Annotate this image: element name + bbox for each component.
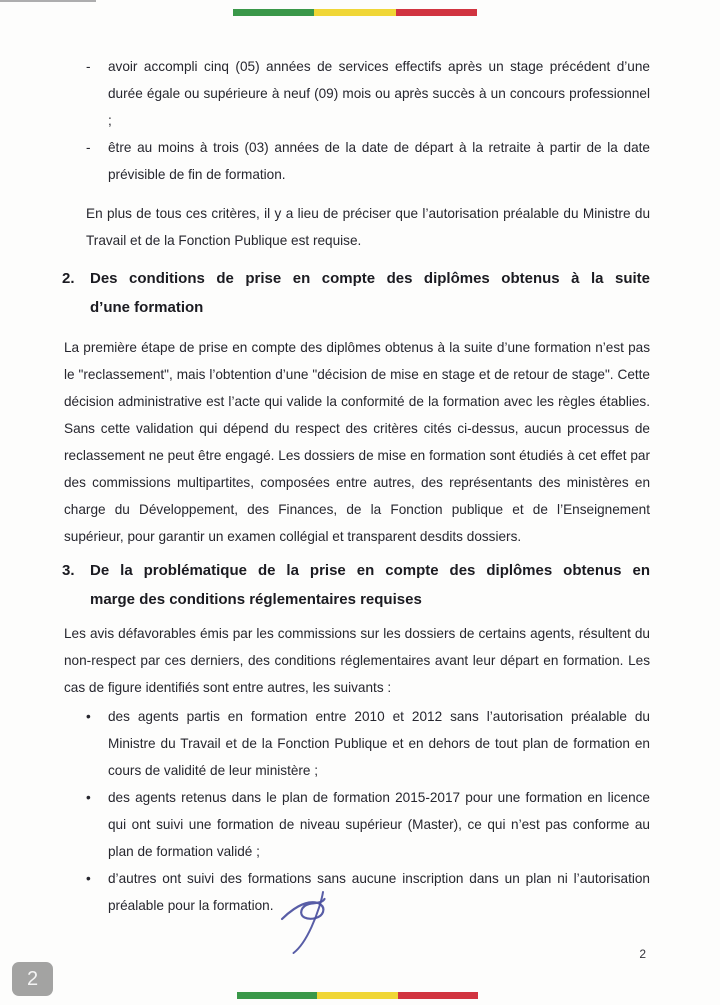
list-item xyxy=(86,53,650,134)
section-title xyxy=(90,264,650,322)
list-item xyxy=(86,865,650,919)
flag-red-segment xyxy=(396,9,477,16)
section-2-heading xyxy=(62,264,650,322)
section-title-line: De la problématique de la prise en compte des diplômes obtenus en xyxy=(90,562,650,579)
flag-green-segment xyxy=(237,992,317,999)
signature-paraph xyxy=(279,889,331,955)
section-title-line: marge des conditions réglementaires requises xyxy=(90,591,422,608)
cases-bullet-list xyxy=(86,703,650,919)
dash-marker: - xyxy=(86,140,91,155)
flag-stripe-top xyxy=(233,9,477,16)
dash-marker: - xyxy=(86,59,91,74)
document-body xyxy=(64,53,650,919)
section-number: 3. xyxy=(62,562,75,579)
criteria-dash-list xyxy=(86,53,650,188)
list-item-text: d’autres ont suivi des formations sans aucune inscription dans un plan ni l’autorisation préalable pour la formation. xyxy=(108,871,650,913)
flag-green-segment xyxy=(233,9,314,16)
section-title-line: d’une formation xyxy=(90,299,204,316)
section-3-paragraph: Les avis défavorables émis par les commissions sur les dossiers de certains agents, résultent du non-respect par ces derniers, des conditions réglementaires avant leur départ en formation. Les cas de figure identifiés sont entre autres, les suivants : xyxy=(64,626,650,695)
viewer-page-badge: 2 xyxy=(12,962,53,996)
section-2-paragraph: La première étape de prise en compte des diplômes obtenus à la suite d’une formation n’est pas le "reclassement", mais l’obtention d’une "décision de mise en stage et de retour de stage". Cette décision administrative est l’acte qui valide la conformité de la formation avec les règles établies. Sans cette validation qui dépend du respect des critères cités ci-dessus, aucun processus de reclassement ne peut être engagé. Les dossiers de mise en formation sont étudiés à cet effet par des commissions multipartites, composées entre autres, des représentants des ministères en charge du Développement, des Finances, de la Fonction publique et de l’Enseignement supérieur, pour garantir un examen collégial et transparent desdits dossiers. xyxy=(64,340,650,544)
list-item-text: être au moins à trois (03) années de la date de départ à la retraite à partir de la date prévisible de fin de formation. xyxy=(108,140,650,182)
section-number: 2. xyxy=(62,270,75,287)
list-item-text: avoir accompli cinq (05) années de services effectifs après un stage précédent d’une durée égale ou supérieure à neuf (09) mois ou après succès à un concours professionnel ; xyxy=(108,59,650,128)
list-item-text: des agents retenus dans le plan de formation 2015-2017 pour une formation en licence qui ont suivi une formation de niveau supérieur (Master), ce qui n’est pas conforme au plan de formation validé ; xyxy=(108,790,650,859)
flag-yellow-segment xyxy=(317,992,397,999)
bullet-marker: • xyxy=(86,709,91,724)
section-3-heading xyxy=(62,556,650,614)
list-item xyxy=(86,784,650,865)
list-item xyxy=(86,703,650,784)
flag-stripe-bottom xyxy=(237,992,478,999)
intro-note-paragraph: En plus de tous ces critères, il y a lieu de préciser que l’autorisation préalable du Ministre du Travail et de la Fonction Publique est requise. xyxy=(86,206,650,248)
section-title xyxy=(90,556,650,614)
scan-artifact xyxy=(0,0,96,2)
flag-yellow-segment xyxy=(314,9,395,16)
list-item-text: des agents partis en formation entre 2010 et 2012 sans l’autorisation préalable du Ministre du Travail et de la Fonction Publique et en dehors de tout plan de formation en cours de validité de leur ministère ; xyxy=(108,709,650,778)
list-item xyxy=(86,134,650,188)
bullet-marker: • xyxy=(86,871,91,886)
page-number: 2 xyxy=(639,947,646,961)
flag-red-segment xyxy=(398,992,478,999)
bullet-marker: • xyxy=(86,790,91,805)
section-title-line: Des conditions de prise en compte des diplômes obtenus à la suite xyxy=(90,270,650,287)
